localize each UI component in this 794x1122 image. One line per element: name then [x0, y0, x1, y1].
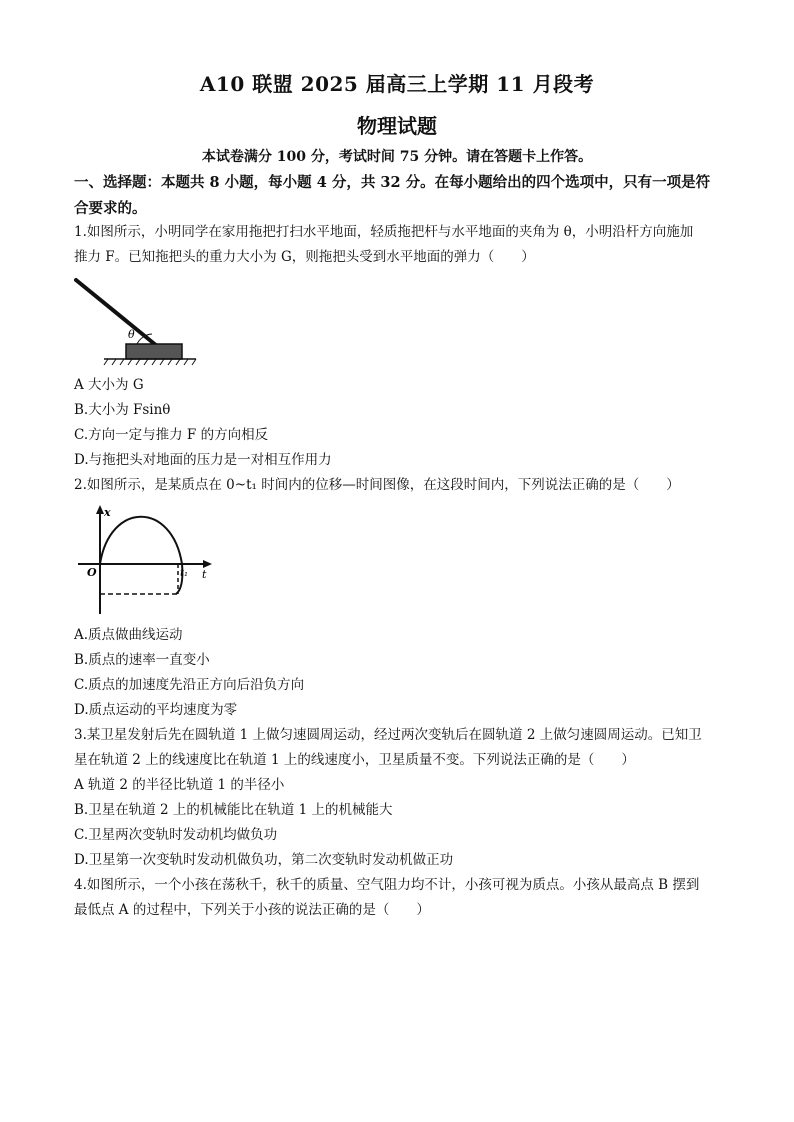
- q1-option-a: A 大小为 G: [74, 377, 144, 393]
- exam-note: 本试卷满分 100 分，考试时间 75 分钟。请在答题卡上作答。: [201, 149, 593, 165]
- q1-stem-line2: 推力 F。已知拖把头的重力大小为 G，则拖把头受到水平地面的弹力（ ）: [74, 249, 535, 265]
- x-axis-arrow: [96, 505, 104, 514]
- q2-option-c: C.质点的加速度先沿正方向后沿负方向: [74, 677, 305, 693]
- q4-stem-line2: 最低点 A 的过程中，下列关于小孩的说法正确的是（ ）: [74, 902, 430, 918]
- q3-option-d: D.卫星第一次变轨时发动机做负功，第二次变轨时发动机做正功: [74, 852, 454, 868]
- x-label: x: [104, 506, 111, 519]
- mop-figure: [74, 274, 204, 370]
- q3-stem-line1: 3.某卫星发射后先在圆轨道 1 上做匀速圆周运动，经过两次变轨后在圆轨道 2 上做匀速圆周运动。已知卫: [74, 727, 702, 743]
- q3-option-a: A 轨道 2 的半径比轨道 1 的半径小: [74, 777, 285, 793]
- q3-option-c: C.卫星两次变轨时发动机均做负功: [74, 827, 278, 843]
- q3-stem-line2: 星在轨道 2 上的线速度比在轨道 1 上的线速度小，卫星质量不变。下列说法正确的是（ ）: [74, 752, 635, 768]
- q2-option-d: D.质点运动的平均速度为零: [74, 702, 238, 718]
- theta-label: θ: [128, 328, 135, 341]
- q1-option-d: D.与拖把头对地面的压力是一对相互作用力: [74, 452, 332, 468]
- origin-label: O: [87, 566, 97, 579]
- t1-label: t₁: [180, 568, 189, 579]
- q2-option-b: B.质点的速率一直变小: [74, 652, 210, 668]
- t-axis-arrow: [203, 560, 212, 568]
- displacement-time-graph: [74, 502, 216, 618]
- q3-option-b: B.卫星在轨道 2 上的机械能比在轨道 1 上的机械能大: [74, 802, 393, 818]
- q4-stem-line1: 4.如图所示，一个小孩在荡秋千，秋千的质量、空气阻力均不计，小孩可视为质点。小孩从最高点 B 摆到: [74, 877, 700, 893]
- t-label: t: [202, 568, 207, 581]
- q1-stem-line1: 1.如图所示，小明同学在家用拖把打扫水平地面，轻质拖把杆与水平地面的夹角为 θ，小明沿杆方向施加: [74, 224, 694, 240]
- page-title: A10 联盟 2025 届高三上学期 11 月段考: [199, 72, 595, 96]
- page-subtitle: 物理试题: [357, 114, 437, 138]
- section-heading: 一、选择题：本题共 8 小题，每小题 4 分，共 32 分。在每小题给出的四个选项中，只有一项是符合要求的。: [74, 174, 711, 217]
- x-t-curve: [100, 517, 182, 594]
- mop-head: [126, 344, 182, 359]
- q2-stem-line1: 2.如图所示，是某质点在 0~t₁ 时间内的位移—时间图像，在这段时间内，下列说法正确的是（ ）: [74, 477, 680, 493]
- q2-option-a: A.质点做曲线运动: [74, 627, 183, 643]
- ground-hatching: [104, 359, 196, 365]
- q1-option-b: B.大小为 Fsinθ: [74, 402, 171, 418]
- q1-option-c: C.方向一定与推力 F 的方向相反: [74, 427, 269, 443]
